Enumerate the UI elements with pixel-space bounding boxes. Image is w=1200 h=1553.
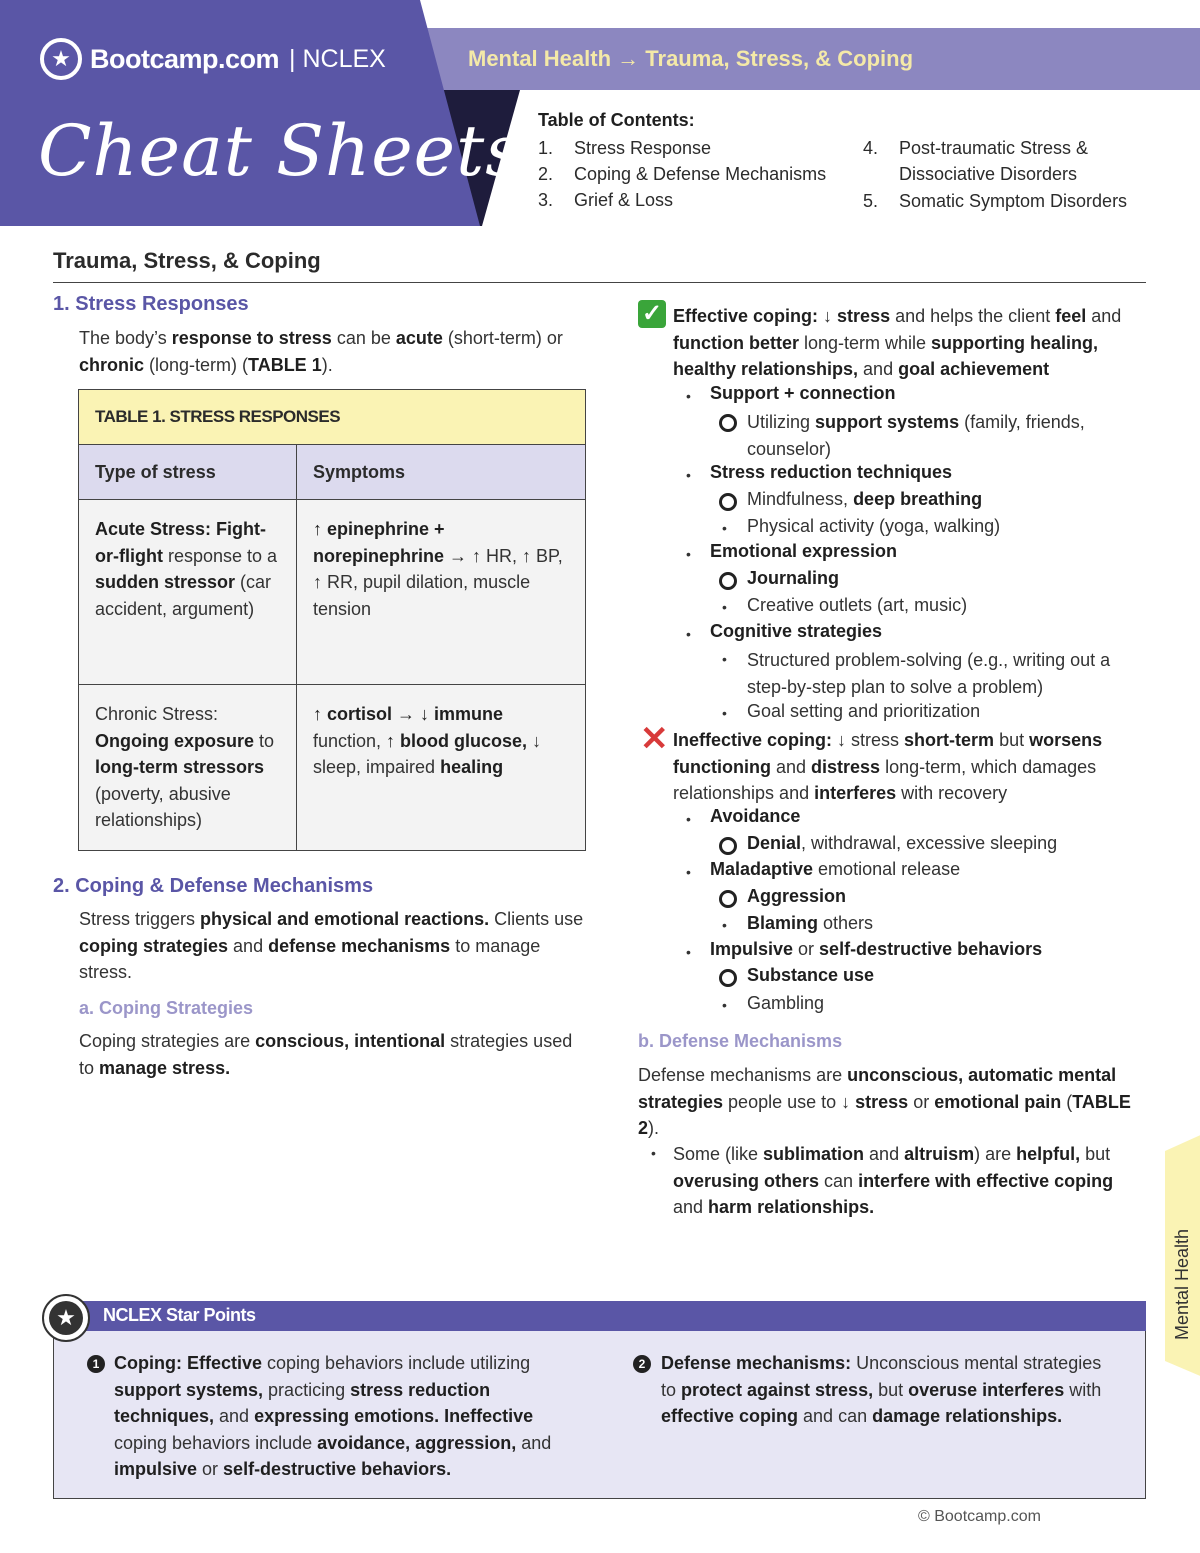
star-point: Defense mechanisms: Unconscious mental strategies to protect against stress, but overuse interferes with effective coping and can damage relationships. <box>661 1353 1102 1426</box>
table-header: Symptoms <box>297 445 586 500</box>
list-item: Mindfulness, deep breathing <box>747 489 983 509</box>
number-badge: 2 <box>633 1355 651 1373</box>
list-item: Blaming others <box>747 913 874 933</box>
subheading: b. Defense Mechanisms <box>638 1031 843 1051</box>
list-item: Creative outlets (art, music) <box>747 595 968 615</box>
bullet-icon: • <box>722 599 727 615</box>
table-row <box>79 500 586 685</box>
page-title: Trauma, Stress, & Coping <box>53 248 321 273</box>
star-icon: ★ <box>49 1301 83 1335</box>
table-row <box>79 685 586 851</box>
list-item: Gambling <box>747 993 825 1013</box>
toc-title: Table of Contents: <box>538 110 695 130</box>
subheading: a. Coping Strategies <box>79 998 254 1018</box>
bullet-icon: • <box>722 705 727 721</box>
bullet-ring-icon <box>719 837 737 855</box>
list-item: Emotional expression <box>710 541 898 561</box>
bullet-icon: • <box>722 651 727 667</box>
star-badge <box>42 1294 90 1342</box>
table-cell: ↑ epinephrine + norepinephrine → ↑ HR, ↑ BP, ↑ RR, pupil dilation, muscle tension <box>297 500 586 685</box>
arrow-icon: → <box>617 46 640 71</box>
stress-responses-table <box>78 389 586 851</box>
bullet-icon: • <box>686 546 691 562</box>
list-item: Cognitive strategies <box>710 621 883 641</box>
table-cell: Acute Stress: Fight-or-flight response to a sudden stressor (car accident, argument) <box>79 500 297 685</box>
list-item: Structured problem-solving (e.g., writing out a step-by-step plan to solve a problem) <box>747 650 1111 697</box>
star-points-title: NCLEX Star Points <box>103 1305 256 1325</box>
logo-text: Bootcamp.com <box>90 43 280 74</box>
table-of-contents <box>538 110 695 131</box>
side-tab-label: Mental Health <box>1172 1228 1192 1340</box>
bullet-ring-icon <box>719 493 737 511</box>
toc-item[interactable]: 3. Grief & Loss <box>538 190 674 210</box>
star-icon: ★ <box>40 38 82 80</box>
list-item: Denial, withdrawal, excessive sleeping <box>747 833 1058 853</box>
bullet-ring-icon <box>719 890 737 908</box>
paragraph: Coping strategies are conscious, intentional strategies used to manage stress. <box>79 1031 573 1078</box>
paragraph: Defense mechanisms are unconscious, automatic mental strategies people use to ↓ stress or emotional pain (TABLE 2). <box>638 1065 1131 1138</box>
toc-item[interactable]: 4. Post-traumatic Stress & <box>863 138 1089 158</box>
x-mark-icon: ✕ <box>640 720 669 758</box>
bullet-icon: • <box>722 997 727 1013</box>
bullet-ring-icon <box>719 969 737 987</box>
table-cell: ↑ cortisol → ↓ immune function, ↑ blood glucose, ↓ sleep, impaired healing <box>297 685 586 851</box>
cheat-sheets-title: Cheat Sheets <box>38 110 523 192</box>
bullet-ring-icon <box>719 572 737 590</box>
toc-item[interactable]: 5. Somatic Symptom Disorders <box>863 191 1128 211</box>
breadcrumb-topic: Trauma, Stress, & Coping <box>645 46 914 71</box>
breadcrumb <box>468 46 913 72</box>
list-item: Support + connection <box>710 383 896 403</box>
bullet-icon: • <box>722 520 727 536</box>
list-item: Journaling <box>747 568 840 588</box>
list-item: Substance use <box>747 965 875 985</box>
breadcrumb-section: Mental Health <box>468 46 612 71</box>
toc-item[interactable]: 2. Coping & Defense Mechanisms <box>538 164 827 184</box>
bullet-ring-icon <box>719 414 737 432</box>
table-caption: TABLE 1. STRESS RESPONSES <box>79 390 586 445</box>
bullet-icon: • <box>651 1145 656 1161</box>
list-item: Goal setting and prioritization <box>747 701 981 721</box>
table-cell: Chronic Stress: Ongoing exposure to long-term stressors (poverty, abusive relationships) <box>79 685 297 851</box>
paragraph: Effective coping: ↓ stress and helps the client feel and function better long-term while supporting healing, healthy relationships, and goal achievement <box>673 306 1122 379</box>
list-item: Avoidance <box>710 806 801 826</box>
paragraph: Ineffective coping: ↓ stress short-term but worsens functioning and distress long-term, which damages relationships and interferes with recovery <box>673 730 1103 803</box>
divider <box>53 282 1146 283</box>
list-item: Maladaptive emotional release <box>710 859 961 879</box>
bootcamp-logo[interactable] <box>40 38 386 80</box>
bullet-icon: • <box>686 626 691 642</box>
star-point: Coping: Effective coping behaviors include utilizing support systems, practicing stress reduction techniques, and expressing emotions. Ineffective coping behaviors include avoidance, aggression, and impulsive or self-destructive behaviors. <box>114 1353 552 1479</box>
bullet-icon: • <box>686 388 691 404</box>
bullet-icon: • <box>686 944 691 960</box>
paragraph: The body’s response to stress can be acute (short-term) or chronic (long-term) (TABLE 1). <box>79 328 563 375</box>
bullet-icon: • <box>722 917 727 933</box>
bullet-icon: • <box>686 864 691 880</box>
number-badge: 1 <box>87 1355 105 1373</box>
list-item: Impulsive or self-destructive behaviors <box>710 939 1043 959</box>
section-heading: 1. Stress Responses <box>53 293 249 315</box>
paragraph: Some (like sublimation and altruism) are helpful, but overusing others can interfere with effective coping and harm relationships. <box>673 1144 1114 1217</box>
bullet-icon: • <box>686 467 691 483</box>
list-item: Physical activity (yoga, walking) <box>747 516 1001 536</box>
list-item: Stress reduction techniques <box>710 462 953 482</box>
list-item: Aggression <box>747 886 847 906</box>
copyright: © Bootcamp.com <box>918 1508 1041 1525</box>
table-header: Type of stress <box>79 445 297 500</box>
toc-item[interactable]: Dissociative Disorders <box>899 164 1078 184</box>
toc-item[interactable]: 1. Stress Response <box>538 138 712 158</box>
bullet-icon: • <box>686 811 691 827</box>
logo-product: | NCLEX <box>289 44 386 73</box>
checkmark-icon: ✓ <box>638 300 666 328</box>
list-item: Utilizing support systems (family, friends, counselor) <box>747 412 1085 459</box>
paragraph: Stress triggers physical and emotional reactions. Clients use coping strategies and defense mechanisms to manage stress. <box>79 909 584 982</box>
section-heading: 2. Coping & Defense Mechanisms <box>53 875 374 897</box>
